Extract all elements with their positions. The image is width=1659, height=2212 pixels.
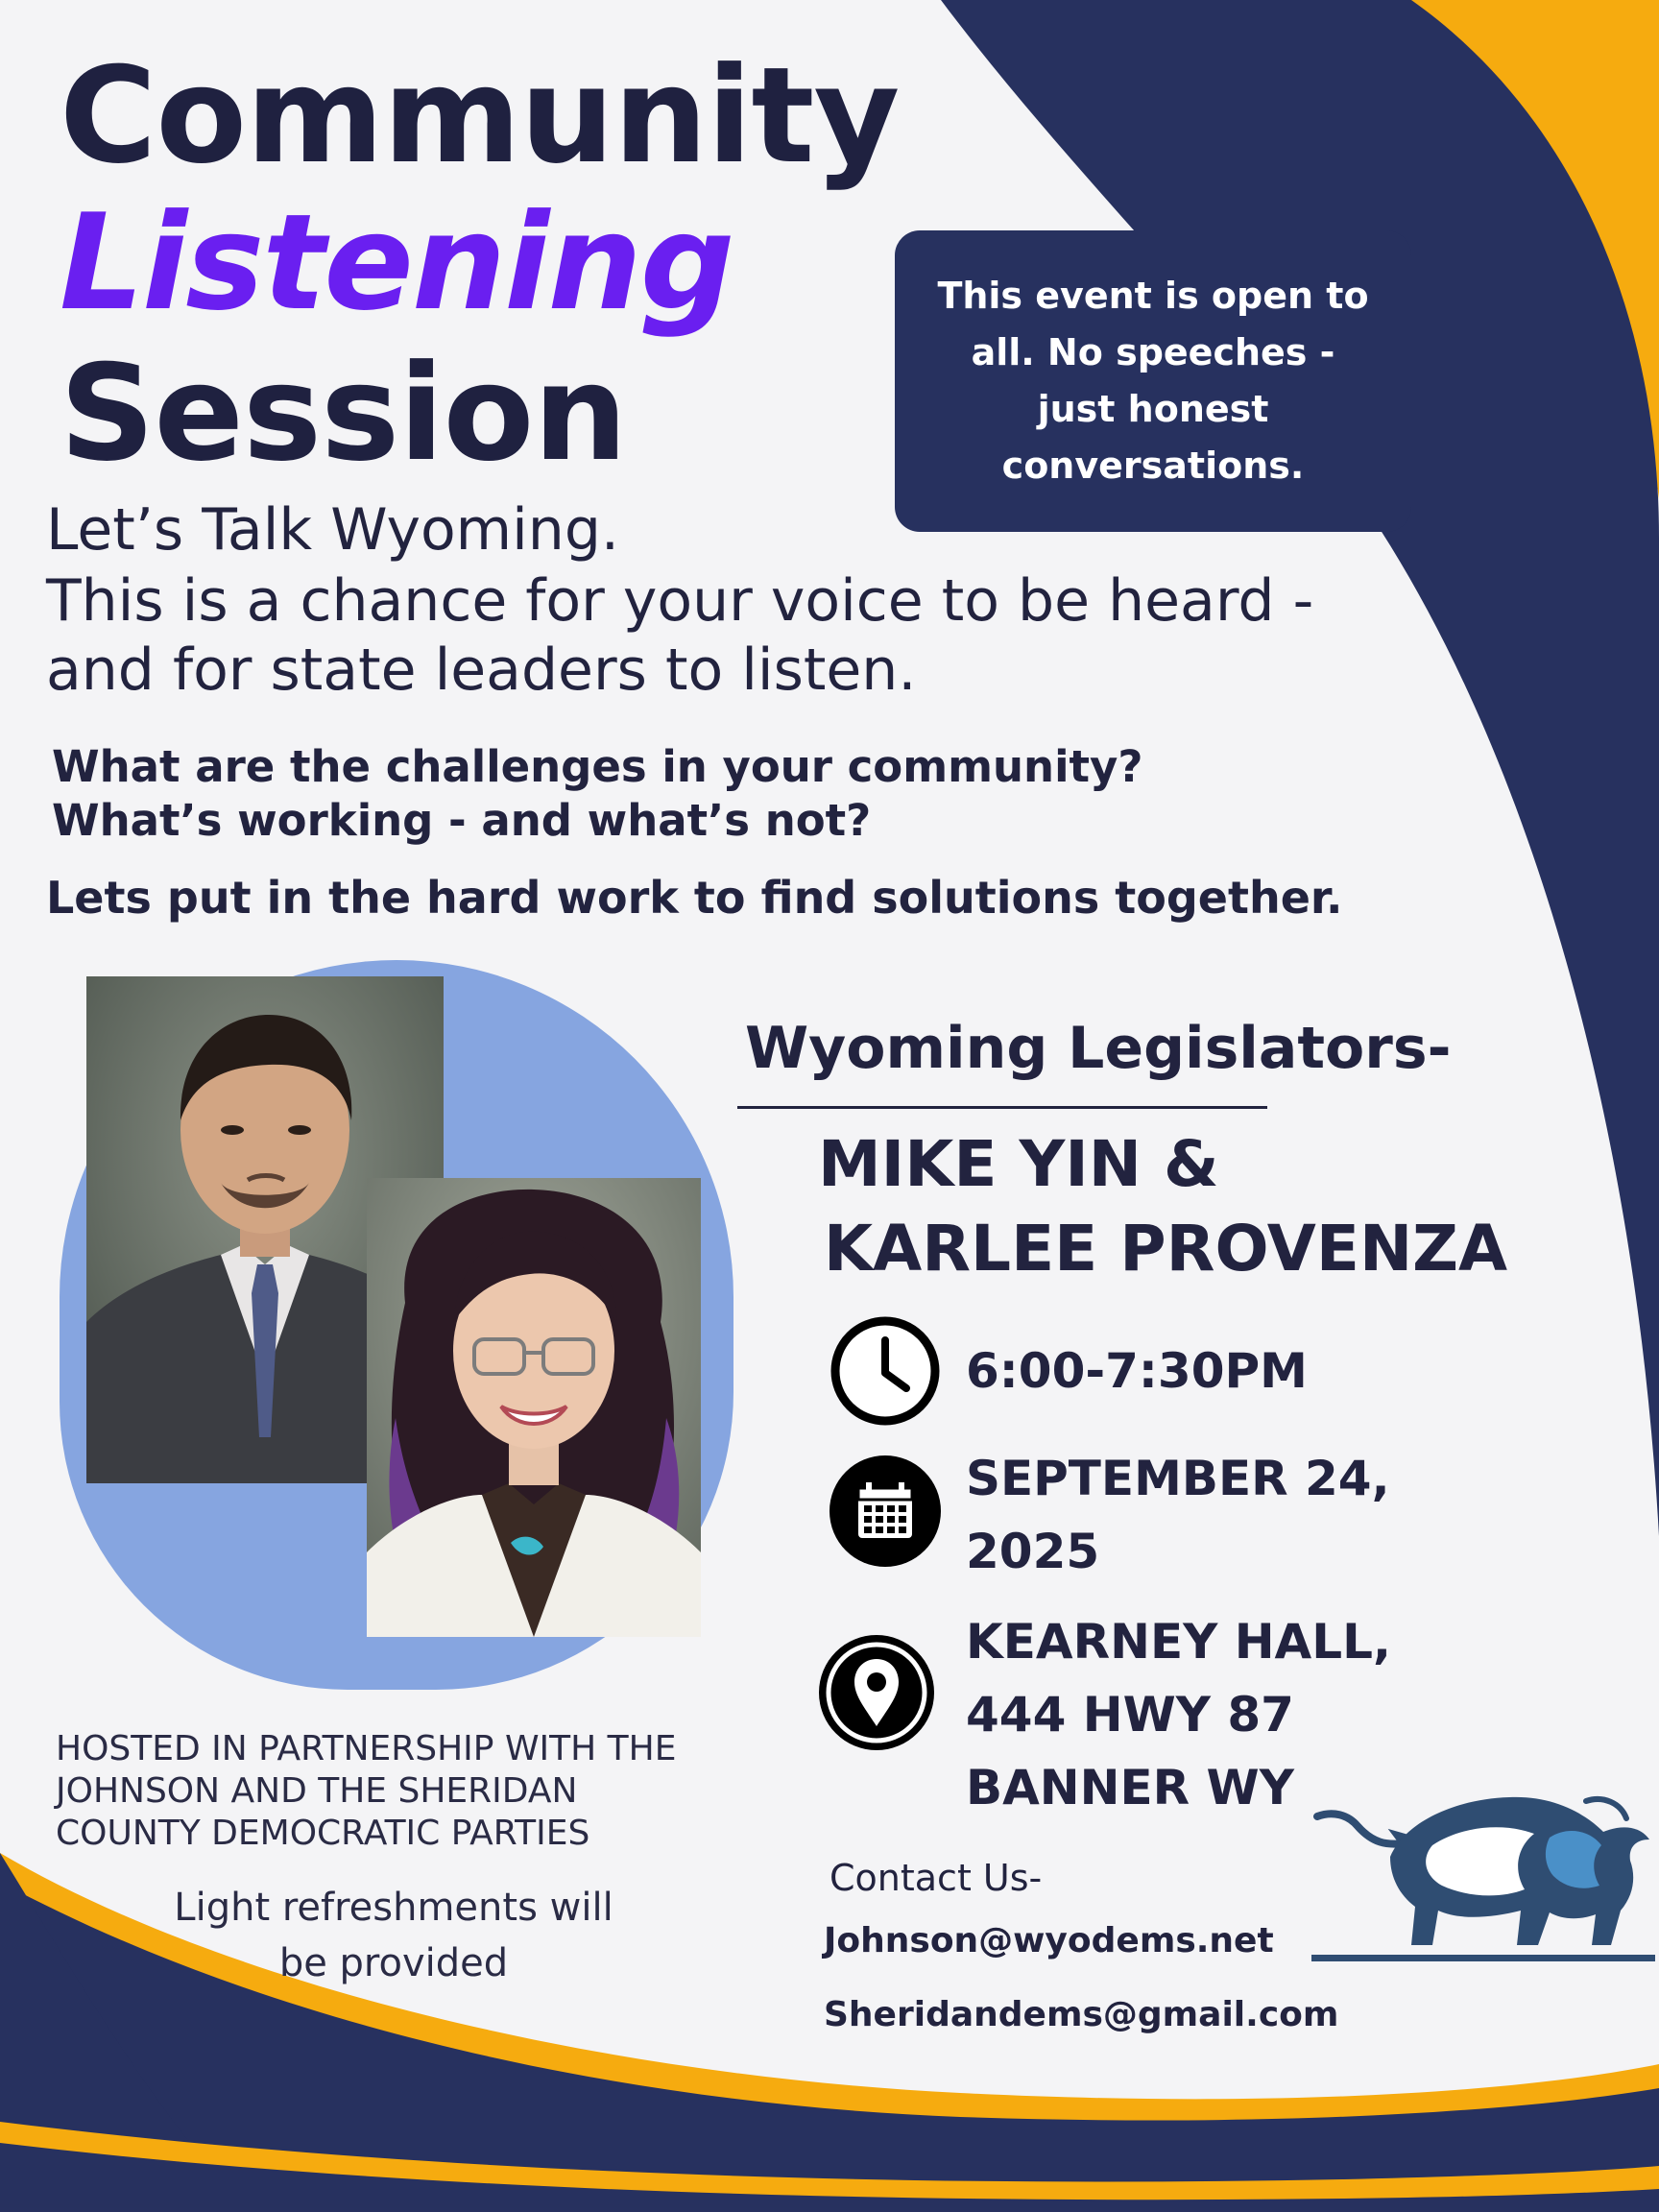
intro-line-2: This is a chance for your voice to be heard - <box>46 567 1314 635</box>
event-date-line-1: SEPTEMBER 24, <box>966 1451 1390 1506</box>
contact-email-sheridan[interactable]: Sheridandems@gmail.com <box>824 1995 1339 2034</box>
contact-label: Contact Us- <box>830 1857 1043 1899</box>
buffalo-logo <box>1298 1776 1655 1964</box>
hosted-by-text: HOSTED IN PARTNERSHIP WITH THE JOHNSON AND THE SHERIDAN COUNTY DEMOCRATIC PARTIES <box>56 1729 677 1853</box>
legislators-heading: Wyoming Legislators- <box>745 1015 1452 1082</box>
event-date <box>966 1442 1390 1588</box>
intro-line-1: Let’s Talk Wyoming. <box>46 496 619 564</box>
question-working: What’s working - and what’s not? <box>52 795 872 846</box>
call-to-action: Lets put in the hard work to find solutions together. <box>46 872 1343 924</box>
intro-line-3: and for state leaders to listen. <box>46 637 917 704</box>
event-location-line-2: 444 HWY 87 <box>966 1687 1294 1743</box>
badge-text: This event is open to all. No speeches - just honest conversations. <box>937 275 1369 487</box>
contact-email-johnson[interactable]: Johnson@wyodems.net <box>824 1921 1274 1960</box>
location-pin-icon <box>816 1632 937 1753</box>
open-event-badge <box>895 230 1411 532</box>
clock-icon <box>828 1313 943 1429</box>
event-location-line-3: BANNER WY <box>966 1760 1294 1815</box>
title-session: Session <box>60 336 627 491</box>
title-listening: Listening <box>60 185 733 340</box>
calendar-icon <box>828 1454 943 1569</box>
title-community: Community <box>60 38 900 193</box>
legislator-names-line-1: MIKE YIN & <box>818 1127 1219 1201</box>
legislator-photo-2 <box>367 1178 701 1637</box>
refreshments-note: Light refreshments will be provided <box>174 1886 613 1985</box>
question-challenges: What are the challenges in your community? <box>52 741 1143 792</box>
event-location-line-1: KEARNEY HALL, <box>966 1614 1391 1670</box>
event-time: 6:00-7:30PM <box>966 1343 1308 1399</box>
event-date-line-2: 2025 <box>966 1524 1100 1579</box>
legislator-names-line-2: KARLEE PROVENZA <box>824 1212 1508 1286</box>
heading-divider <box>737 1106 1267 1109</box>
